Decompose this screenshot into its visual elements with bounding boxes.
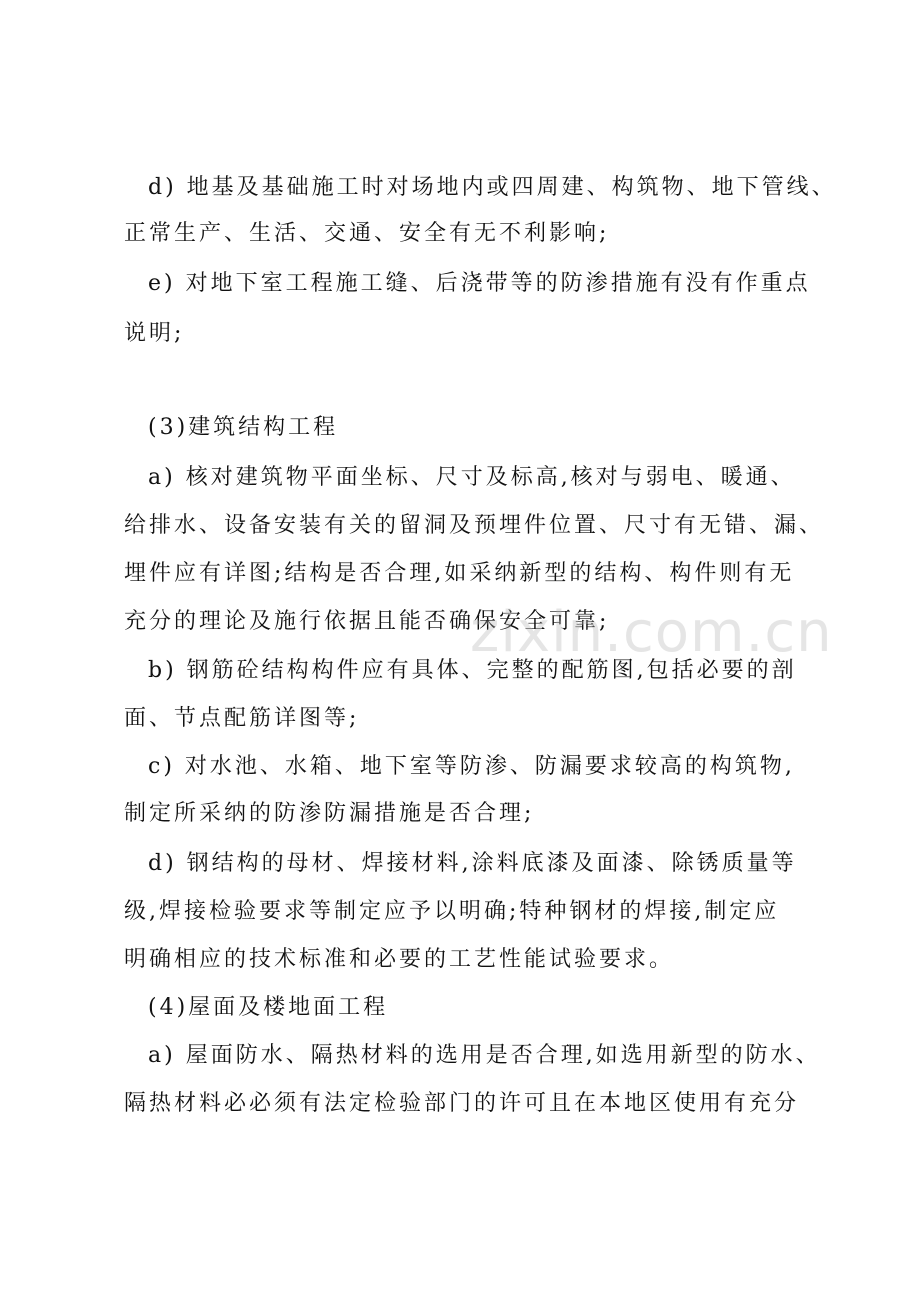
text-line: 隔热材料必必须有法定检验部门的许可且在本地区使用有充分 (124, 1091, 800, 1116)
text-line: 级,焊接检验要求等制定应予以明确;特种钢材的焊接,制定应 (124, 899, 780, 924)
text-line: 制定所采纳的防渗防漏措施是否合理; (124, 801, 535, 826)
text-line: a) 屋面防水、隔热材料的选用是否合理,如选用新型的防水、 (148, 1043, 821, 1068)
text-line: 说明; (124, 321, 185, 346)
text-line: a) 核对建筑物平面坐标、尺寸及标高,核对与弱电、暖通、 (148, 465, 796, 490)
text-line: 面、节点配筋详图等; (124, 706, 360, 731)
text-line: b) 钢筋砼结构构件应有具体、完整的配筋图,包括必要的剖 (148, 658, 797, 683)
text-line: 正常生产、生活、交通、安全有无不利影响; (124, 221, 610, 246)
text-line: 充分的理论及施行依据且能否确保安全可靠; (124, 609, 610, 634)
section-heading: (4)屋面及楼地面工程 (148, 995, 389, 1020)
text-line: 明确相应的技术标准和必要的工艺性能试验要求。 (124, 947, 675, 972)
text-line: d) 钢结构的母材、焊接材料,涂料底漆及面漆、除锈质量等 (148, 851, 797, 876)
text-line: e) 对地下室工程施工缝、后浇带等的防渗措施有没有作重点 (148, 271, 811, 296)
text-line: d) 地基及基础施工时对场地内或四周建、构筑物、地下管线、 (148, 175, 837, 200)
text-line: 给排水、设备安装有关的留洞及预埋件位置、尺寸有无错、漏、 (124, 513, 825, 538)
watermark: zixin.com.cn (470, 600, 833, 665)
section-heading: (3)建筑结构工程 (148, 415, 339, 440)
text-line: c) 对水池、水箱、地下室等防渗、防漏要求较高的构筑物, (148, 754, 795, 779)
text-line: 埋件应有详图;结构是否合理,如采纳新型的结构、构件则有无 (124, 561, 795, 586)
